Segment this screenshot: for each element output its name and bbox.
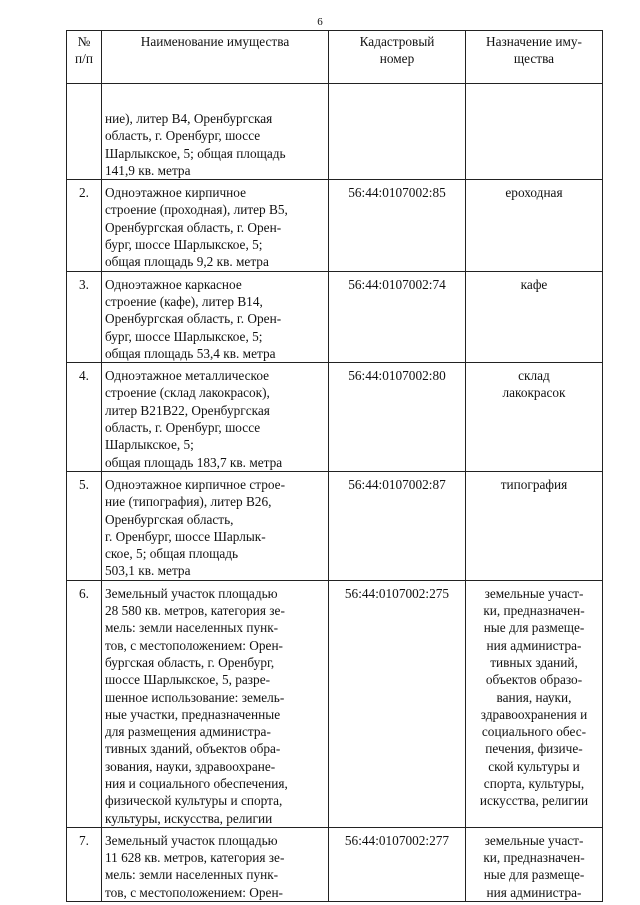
header-num-line: п/п	[75, 51, 93, 67]
property-name-line: шоссе Шарлыкское, 5, разре-	[105, 672, 271, 688]
purpose-line: ки, предназначен-	[483, 603, 585, 619]
property-name-line: культуры, искусства, религии	[105, 810, 273, 826]
purpose-line: вания, науки,	[496, 689, 572, 705]
property-name-line: Одноэтажное кирпичное	[105, 185, 247, 201]
property-name-line: 11 628 кв. метров, категория зе-	[105, 850, 285, 866]
property-name-line: Шарлыкское, 5; общая площадь	[105, 145, 286, 161]
purpose-line: печения, физиче-	[485, 741, 583, 757]
cadastral-number-cell	[329, 363, 466, 472]
property-name-line: 28 580 кв. метров, категория зе-	[105, 603, 285, 619]
property-name-line: общая площадь 183,7 кв. метра	[105, 454, 283, 470]
cadastral-number-cell	[329, 471, 466, 580]
page-number: 6	[317, 16, 323, 28]
table-row	[67, 180, 603, 271]
purpose-line: ные для размеще-	[483, 620, 585, 636]
property-name-cell	[102, 271, 329, 362]
property-name-line: 503,1 кв. метра	[105, 563, 191, 579]
property-name-line: общая площадь 9,2 кв. метра	[105, 254, 269, 270]
table-row	[67, 827, 603, 901]
purpose-line: кафе	[520, 276, 548, 292]
table-body	[67, 84, 603, 902]
row-number: 2.	[79, 185, 89, 201]
property-name-line: зования, науки, здравоохране-	[105, 758, 276, 774]
purpose-line: ные для размеще-	[483, 867, 585, 883]
purpose-line: тивных зданий,	[490, 654, 578, 670]
purpose-cell	[466, 363, 603, 472]
row-number: 7.	[79, 832, 89, 848]
purpose-cell	[466, 471, 603, 580]
property-name-line: литер В21В22, Оренбургская	[105, 402, 270, 418]
purpose-line: ния администра-	[486, 884, 582, 900]
purpose-cell	[466, 271, 603, 362]
purpose-line: ки, предназначен-	[483, 850, 585, 866]
property-name-line: 141,9 кв. метра	[105, 162, 191, 178]
cadastral-number-cell	[329, 84, 466, 180]
row-number-cell	[67, 180, 102, 271]
purpose-line: ния администра-	[486, 637, 582, 653]
purpose-line: лакокрасок	[502, 385, 566, 401]
property-name-cell	[102, 827, 329, 901]
table-row	[67, 271, 603, 362]
header-purpose-line: щества	[513, 51, 555, 67]
header-purpose	[466, 31, 603, 84]
row-number-cell	[67, 84, 102, 180]
property-name-line: мель: земли населенных пунк-	[105, 620, 279, 636]
table-row	[67, 580, 603, 827]
row-number: 6.	[79, 585, 89, 601]
cadastral-number: 56:44:0107002:277	[344, 832, 450, 848]
property-name-line: Шарлыкское, 5;	[105, 437, 194, 453]
property-name-cell	[102, 363, 329, 472]
property-name-line: строение (кафе), литер В14,	[105, 293, 263, 309]
purpose-line: спорта, культуры,	[483, 775, 585, 791]
purpose-line: искусства, религии	[479, 793, 589, 809]
cadastral-number-cell	[329, 580, 466, 827]
property-name-line: ние), литер В4, Оренбургская	[105, 111, 273, 126]
property-name-line: область, г. Оренбург, шоссе	[105, 128, 261, 144]
row-number-cell	[67, 827, 102, 901]
property-name-cell	[102, 180, 329, 271]
row-number: 3.	[79, 276, 89, 292]
cadastral-number-cell	[329, 827, 466, 901]
property-name-line: строение (склад лакокрасок),	[105, 385, 270, 401]
header-num	[67, 31, 102, 84]
property-name-line: Оренбургская область,	[105, 511, 234, 527]
property-name-line: тивных зданий, объектов обра-	[105, 741, 281, 757]
property-name-line: Оренбургская область, г. Орен-	[105, 219, 282, 235]
header-cadastral-line: номер	[379, 51, 415, 67]
cadastral-number: 56:44:0107002:275	[344, 585, 450, 601]
purpose-cell	[466, 180, 603, 271]
property-name-line: бургская область, г. Оренбург,	[105, 654, 275, 670]
property-name-line: общая площадь 53,4 кв. метра	[105, 345, 276, 361]
property-name-line: строение (проходная), литер В5,	[105, 202, 288, 218]
purpose-line: объектов образо-	[485, 672, 583, 688]
property-name-line: Земельный участок площадью	[105, 832, 278, 848]
property-name-cell	[102, 580, 329, 827]
purpose-line: земельные участ-	[484, 832, 584, 848]
table-header-row	[67, 31, 603, 84]
row-number-cell	[67, 363, 102, 472]
property-name-line: г. Оренбург, шоссе Шарлык-	[105, 528, 266, 544]
property-name-line: Оренбургская область, г. Орен-	[105, 311, 282, 327]
row-number: 5.	[79, 476, 89, 492]
cadastral-number-cell	[329, 180, 466, 271]
header-cadastral-line: Кадастровый	[359, 34, 435, 49]
property-name-line: тов, с местоположением: Орен-	[105, 884, 283, 900]
purpose-cell	[466, 84, 603, 180]
row-number: 4.	[79, 368, 89, 384]
property-name-line: ние (типография), литер В26,	[105, 494, 272, 510]
purpose-line: здравоохранения и	[480, 706, 588, 722]
header-cadastral	[329, 31, 466, 84]
property-name-line: ское, 5; общая площадь	[105, 546, 239, 562]
property-name-line: бург, шоссе Шарлыкское, 5;	[105, 237, 263, 253]
property-name-line: Одноэтажное кирпичное строе-	[105, 476, 286, 492]
row-number-cell	[67, 471, 102, 580]
header-num-line: №	[77, 34, 91, 49]
purpose-line: земельные участ-	[484, 585, 584, 601]
header-name-line: Наименование имущества	[140, 34, 290, 49]
purpose-line: ероходная	[505, 185, 563, 201]
purpose-line: социального обес-	[481, 724, 587, 740]
cadastral-number: 56:44:0107002:87	[348, 476, 446, 492]
property-name-line: Одноэтажное металлическое	[105, 368, 270, 384]
purpose-cell	[466, 580, 603, 827]
purpose-cell	[466, 827, 603, 901]
property-name-line: тов, с местоположением: Орен-	[105, 637, 283, 653]
row-number-cell	[67, 580, 102, 827]
property-name-line: мель: земли населенных пунк-	[105, 867, 279, 883]
cadastral-number: 56:44:0107002:74	[348, 276, 446, 292]
cadastral-number: 56:44:0107002:80	[348, 368, 446, 384]
property-name-line: область, г. Оренбург, шоссе	[105, 420, 261, 436]
header-name	[102, 31, 329, 84]
purpose-line: склад	[518, 368, 550, 384]
header-purpose-line: Назначение иму-	[486, 34, 582, 49]
property-name-line: Земельный участок площадью	[105, 585, 278, 601]
cadastral-number-cell	[329, 271, 466, 362]
property-name-line: Одноэтажное каркасное	[105, 276, 242, 292]
table-row	[67, 363, 603, 472]
purpose-line: типография	[500, 476, 568, 492]
property-name-line: ния и социального обеспечения,	[105, 775, 288, 791]
property-name-cell	[102, 471, 329, 580]
property-name-line: ные участки, предназначенные	[105, 706, 281, 722]
property-name-line: бург, шоссе Шарлыкское, 5;	[105, 328, 263, 344]
table-row	[67, 471, 603, 580]
property-name-line: для размещения администра-	[105, 724, 271, 740]
table-row	[67, 84, 603, 180]
property-name-cell	[102, 84, 329, 180]
property-name-line: шенное использование: земель-	[105, 689, 285, 705]
property-table	[66, 30, 603, 902]
purpose-line: ской культуры и	[488, 758, 580, 774]
cadastral-number: 56:44:0107002:85	[348, 185, 446, 201]
row-number-cell	[67, 271, 102, 362]
property-name-line: физической культуры и спорта,	[105, 793, 283, 809]
